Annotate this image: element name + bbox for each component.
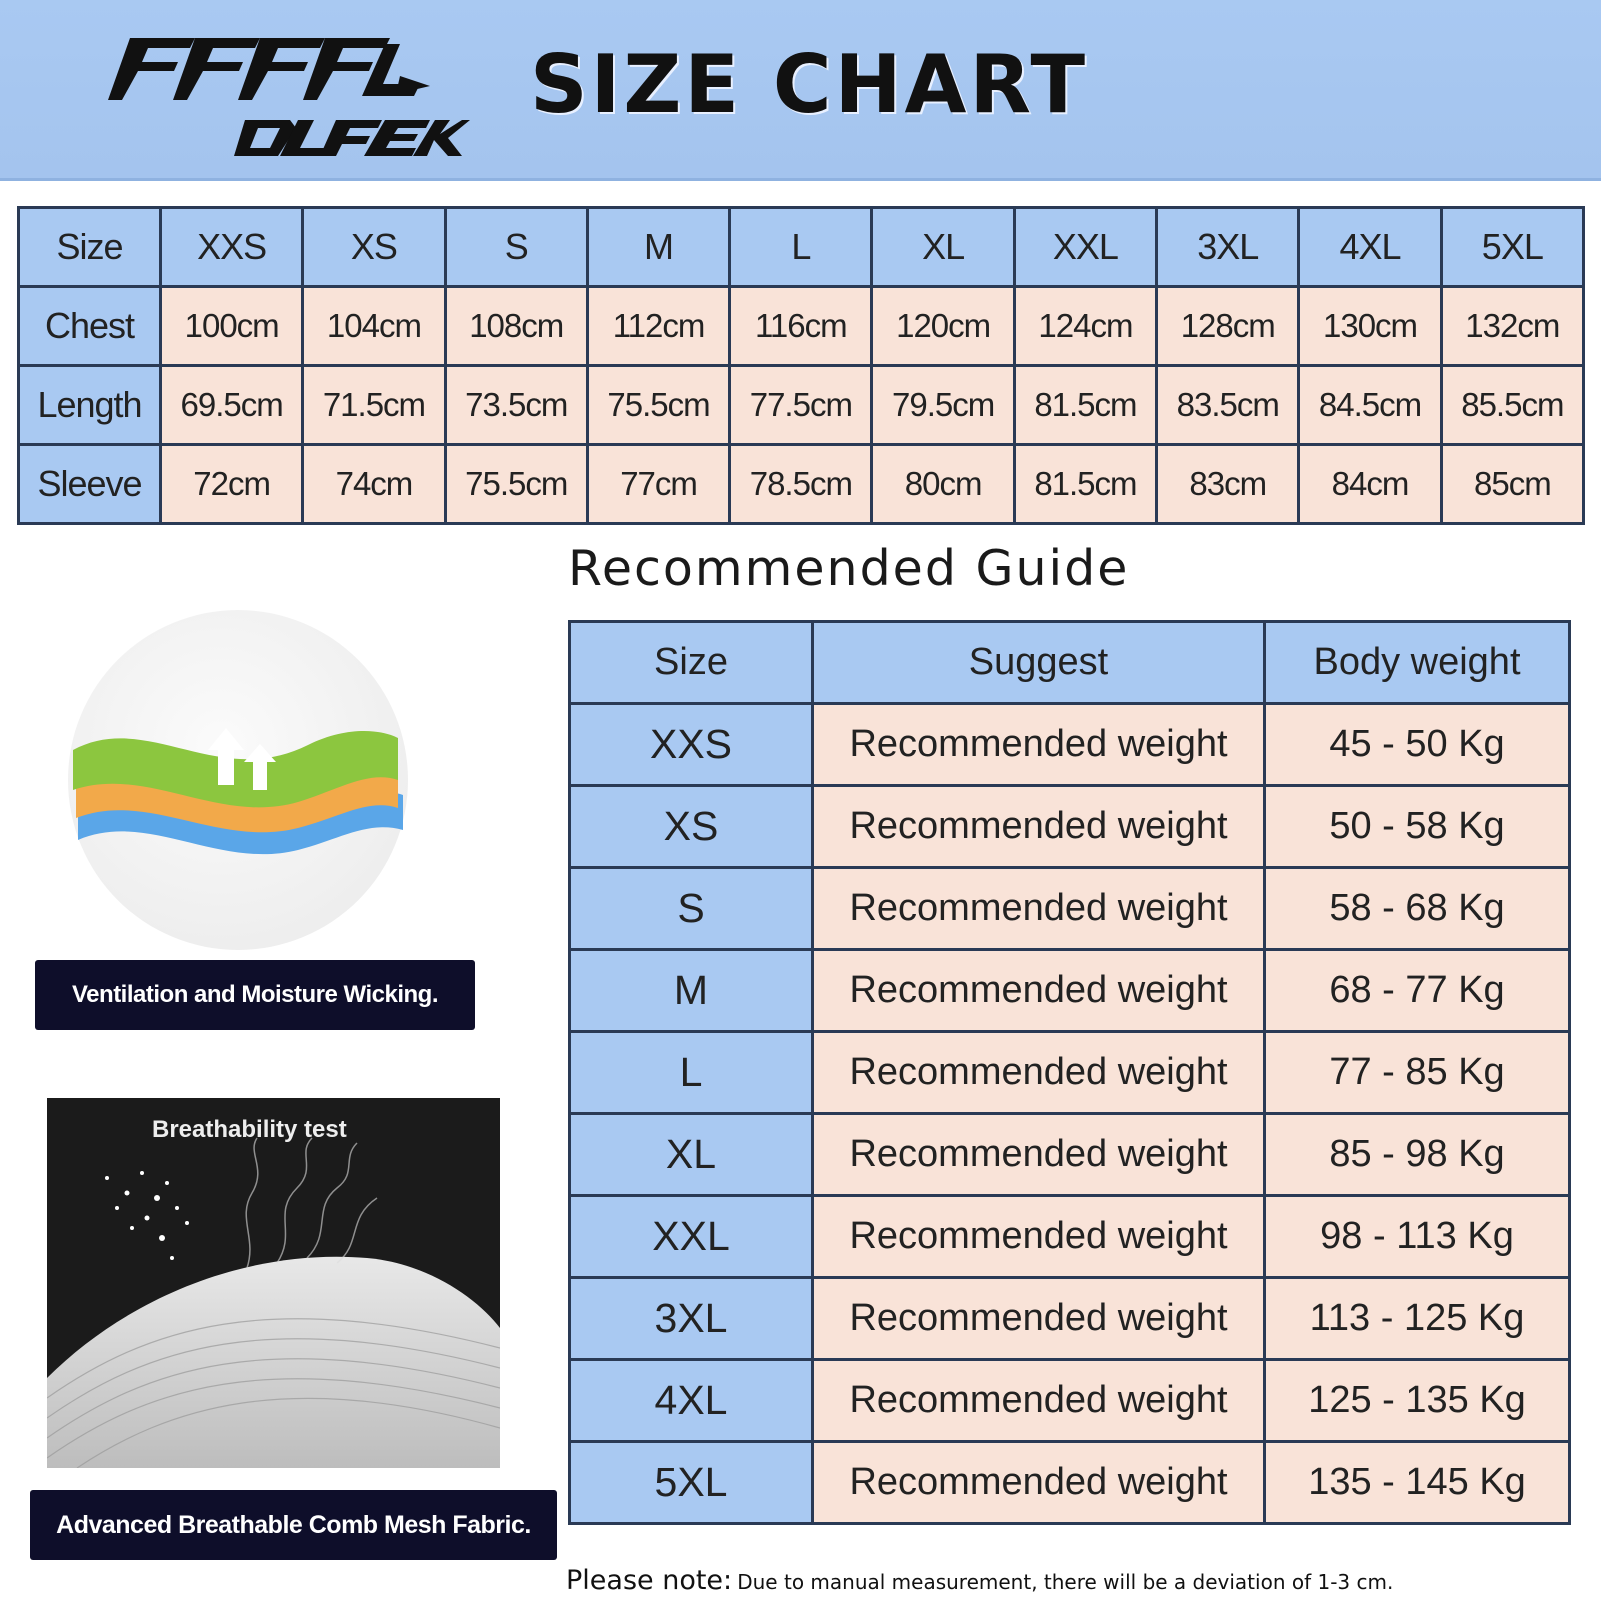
size-header-cell: 3XL	[1157, 208, 1299, 287]
guide-header-cell: Suggest	[813, 622, 1265, 704]
mesh-fabric-illustration	[47, 1098, 500, 1468]
guide-row	[570, 1360, 1570, 1442]
guide-header-cell: Body weight	[1265, 622, 1570, 704]
measurement-cell: 75.5cm	[445, 445, 587, 524]
measurement-cell: 104cm	[303, 287, 445, 366]
guide-weight-cell: 77 - 85 Kg	[1265, 1032, 1570, 1114]
measurement-cell: 120cm	[872, 287, 1014, 366]
guide-suggest-cell: Recommended weight	[813, 868, 1265, 950]
guide-row	[570, 1278, 1570, 1360]
guide-weight-cell: 113 - 125 Kg	[1265, 1278, 1570, 1360]
guide-weight-cell: 125 - 135 Kg	[1265, 1360, 1570, 1442]
measurement-cell: 78.5cm	[730, 445, 872, 524]
guide-header-cell: Size	[570, 622, 813, 704]
ventilation-caption: Ventilation and Moisture Wicking.	[35, 960, 475, 1030]
guide-size-cell: XS	[570, 786, 813, 868]
guide-header-row	[570, 622, 1570, 704]
guide-weight-cell: 98 - 113 Kg	[1265, 1196, 1570, 1278]
size-header-cell: XL	[872, 208, 1014, 287]
measurement-cell: 71.5cm	[303, 366, 445, 445]
measurement-cell: 84.5cm	[1299, 366, 1441, 445]
size-header-cell: M	[587, 208, 729, 287]
size-header-cell: S	[445, 208, 587, 287]
length-row	[19, 366, 1584, 445]
measurement-cell: 84cm	[1299, 445, 1441, 524]
guide-suggest-cell: Recommended weight	[813, 1032, 1265, 1114]
measurement-cell: 81.5cm	[1014, 366, 1156, 445]
row-label: Length	[19, 366, 161, 445]
measurement-cell: 116cm	[730, 287, 872, 366]
size-header-cell: 4XL	[1299, 208, 1441, 287]
guide-row	[570, 868, 1570, 950]
guide-suggest-cell: Recommended weight	[813, 1360, 1265, 1442]
measurement-cell: 124cm	[1014, 287, 1156, 366]
measurement-cell: 77.5cm	[730, 366, 872, 445]
guide-weight-cell: 58 - 68 Kg	[1265, 868, 1570, 950]
measurement-cell: 85.5cm	[1441, 366, 1583, 445]
size-header-cell: Size	[19, 208, 161, 287]
fabric-layers-icon	[68, 690, 408, 890]
guide-row	[570, 1032, 1570, 1114]
header-banner	[0, 0, 1601, 181]
measurement-cell: 83cm	[1157, 445, 1299, 524]
measurement-cell: 75.5cm	[587, 366, 729, 445]
measurement-cell: 132cm	[1441, 287, 1583, 366]
guide-size-cell: M	[570, 950, 813, 1032]
guide-size-cell: XXS	[570, 704, 813, 786]
guide-row	[570, 1442, 1570, 1524]
brand-logo	[100, 28, 470, 168]
note-label: Please note:	[566, 1565, 733, 1596]
measurement-cell: 108cm	[445, 287, 587, 366]
row-label: Chest	[19, 287, 161, 366]
guide-size-cell: 4XL	[570, 1360, 813, 1442]
measurement-cell: 130cm	[1299, 287, 1441, 366]
measurement-cell: 100cm	[161, 287, 303, 366]
guide-row	[570, 950, 1570, 1032]
size-header-cell: XXL	[1014, 208, 1156, 287]
size-header-row	[19, 208, 1584, 287]
guide-suggest-cell: Recommended weight	[813, 786, 1265, 868]
breathability-label: Breathability test	[152, 1116, 347, 1143]
guide-size-cell: XL	[570, 1114, 813, 1196]
size-header-cell: XS	[303, 208, 445, 287]
guide-row	[570, 1196, 1570, 1278]
guide-size-cell: 3XL	[570, 1278, 813, 1360]
chest-row	[19, 287, 1584, 366]
guide-suggest-cell: Recommended weight	[813, 704, 1265, 786]
guide-suggest-cell: Recommended weight	[813, 950, 1265, 1032]
guide-weight-cell: 68 - 77 Kg	[1265, 950, 1570, 1032]
row-label: Sleeve	[19, 445, 161, 524]
measurement-cell: 128cm	[1157, 287, 1299, 366]
guide-row	[570, 704, 1570, 786]
measurement-cell: 83.5cm	[1157, 366, 1299, 445]
measurement-cell: 80cm	[872, 445, 1014, 524]
size-chart-table	[17, 206, 1585, 525]
guide-size-cell: L	[570, 1032, 813, 1114]
guide-suggest-cell: Recommended weight	[813, 1442, 1265, 1524]
note-text: Due to manual measurement, there will be a deviation of 1-3 cm.	[737, 1570, 1394, 1594]
measurement-cell: 72cm	[161, 445, 303, 524]
sleeve-row	[19, 445, 1584, 524]
size-header-cell: L	[730, 208, 872, 287]
measurement-cell: 79.5cm	[872, 366, 1014, 445]
guide-suggest-cell: Recommended weight	[813, 1196, 1265, 1278]
measurement-cell: 73.5cm	[445, 366, 587, 445]
measurement-cell: 77cm	[587, 445, 729, 524]
breathability-test-image	[47, 1098, 500, 1468]
mesh-fabric-caption: Advanced Breathable Comb Mesh Fabric.	[30, 1490, 557, 1560]
measurement-note	[566, 1565, 1596, 1596]
guide-size-cell: 5XL	[570, 1442, 813, 1524]
size-header-cell: 5XL	[1441, 208, 1583, 287]
guide-row	[570, 786, 1570, 868]
measurement-cell: 74cm	[303, 445, 445, 524]
measurement-cell: 85cm	[1441, 445, 1583, 524]
guide-suggest-cell: Recommended weight	[813, 1278, 1265, 1360]
measurement-cell: 69.5cm	[161, 366, 303, 445]
guide-size-cell: S	[570, 868, 813, 950]
recommended-guide-table	[568, 620, 1571, 1525]
guide-weight-cell: 85 - 98 Kg	[1265, 1114, 1570, 1196]
measurement-cell: 81.5cm	[1014, 445, 1156, 524]
guide-row	[570, 1114, 1570, 1196]
guide-weight-cell: 135 - 145 Kg	[1265, 1442, 1570, 1524]
page-title: SIZE CHART	[530, 38, 1089, 131]
guide-weight-cell: 50 - 58 Kg	[1265, 786, 1570, 868]
guide-suggest-cell: Recommended weight	[813, 1114, 1265, 1196]
guide-size-cell: XXL	[570, 1196, 813, 1278]
guide-weight-cell: 45 - 50 Kg	[1265, 704, 1570, 786]
size-header-cell: XXS	[161, 208, 303, 287]
measurement-cell: 112cm	[587, 287, 729, 366]
guide-title: Recommended Guide	[568, 540, 1130, 597]
